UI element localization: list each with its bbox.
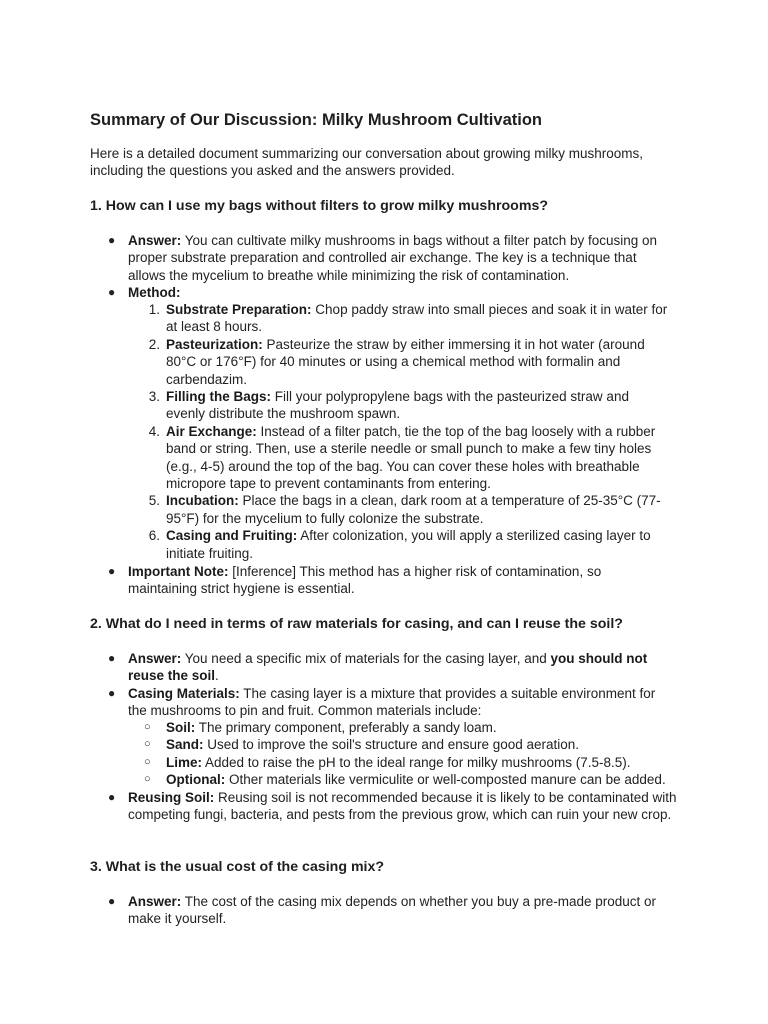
q1-answer-text: You can cultivate milky mushrooms in bags without a filter patch by focusing on proper substrate preparation and controlled air exchange. The key is a technique that allows the mycelium to breathe while minimizing the risk of contamination. (128, 233, 658, 283)
step-number: 4. (148, 423, 160, 439)
q2-reuse-list (108, 789, 680, 824)
step-label: Filling the Bags: (166, 389, 272, 405)
circle-bullet-icon: ○ (144, 721, 151, 733)
step-number: 6. (148, 528, 160, 544)
step-label: Air Exchange: (166, 423, 257, 439)
material-text: Added to raise the pH to the ideal range for milky mushrooms (7.5-8.5). (202, 754, 631, 770)
q3-answer-item (108, 893, 673, 928)
q3-answer-list (108, 893, 673, 928)
material-item (144, 754, 686, 771)
step-label: Pasteurization: (166, 336, 263, 352)
step-label: Substrate Preparation: (166, 302, 312, 317)
q1-steps-list (148, 301, 671, 562)
q2-answer-bold: you should not reuse the soil (128, 651, 648, 684)
material-label: Soil: (166, 720, 196, 735)
step-label: Incubation: (166, 493, 239, 509)
q2-answer-list (108, 650, 673, 720)
material-label: Optional: (166, 772, 226, 788)
q2-answer-text: You need a specific mix of materials for the casing layer, and (181, 651, 551, 666)
q1-answer-label: Answer: (128, 233, 182, 248)
step-text: Chop paddy straw into small pieces and soak it in water for at least 8 hours. (166, 302, 668, 335)
question-2-heading: 2. What do I need in terms of raw materials for casing, and can I reuse the soil? (90, 616, 623, 632)
q2-answer-end: . (215, 668, 219, 684)
q1-note-item (108, 563, 628, 598)
material-text: Used to improve the soil's structure and ensure good aeration. (203, 737, 580, 753)
document-title: Summary of Our Discussion: Milky Mushroom Cultivation (90, 111, 542, 129)
step-text: Instead of a filter patch, tie the top of the bag loosely with a rubber band or string. Then, use a sterile needle or small punch to make a few tiny holes (e.g., 4-5) around the top of the bag. You can cover these holes with breathable micropore tape to prevent contaminants from entering. (166, 423, 656, 492)
step-text: Place the bags in a clean, dark room at a temperature of 25-35°C (77-95°F) for the mycelium to fully colonize the substrate. (166, 493, 661, 526)
circle-bullet-icon: ○ (144, 755, 151, 768)
q2-materials-label: Casing Materials: (128, 685, 240, 701)
bullet-icon: ● (108, 564, 116, 578)
intro-paragraph: Here is a detailed document summarizing our conversation about growing milky mushrooms, including the questions you asked and the answers provided. (90, 146, 643, 179)
step-text: Fill your polypropylene bags with the pasteurized straw and evenly distribute the mushroom spawn. (166, 389, 629, 422)
bullet-icon: ● (108, 685, 116, 700)
q3-answer-text: The cost of the casing mix depends on whether you buy a pre-made product or make it yourself. (128, 894, 657, 927)
step-item (148, 336, 671, 388)
step-number: 2. (148, 336, 160, 352)
q2-reuse-label: Reusing Soil: (128, 790, 215, 805)
material-label: Sand: (166, 737, 204, 753)
q2-reuse-text: Reusing soil is not recommended because it is likely to be contaminated with competing fungi, bacteria, and pests from the previous grow, which can ruin your new crop. (128, 790, 677, 823)
question-1-heading: 1. How can I use my bags without filters to grow milky mushrooms? (90, 198, 549, 214)
material-text: The primary component, preferably a sandy loam. (195, 720, 497, 735)
step-item (148, 492, 671, 527)
q2-materials-sublist (144, 719, 686, 789)
step-text: After colonization, you will apply a sterilized casing layer to initiate fruiting. (166, 528, 651, 561)
material-item (144, 771, 686, 788)
q2-answer-label: Answer: (128, 651, 182, 666)
q2-materials-item (108, 685, 673, 720)
q1-method-item (108, 284, 673, 301)
circle-bullet-icon: ○ (144, 738, 151, 751)
q3-answer-label: Answer: (128, 894, 182, 909)
q1-note-list (108, 563, 628, 598)
step-item (148, 388, 671, 423)
q1-method-label: Method: (128, 285, 181, 301)
step-item (148, 527, 671, 562)
step-item (148, 423, 671, 493)
step-number: 1. (148, 302, 160, 317)
q2-reuse-item (108, 789, 680, 824)
step-number: 3. (148, 389, 160, 405)
material-label: Lime: (166, 754, 203, 770)
bullet-icon: ● (108, 285, 116, 300)
q1-note-label: Important Note: (128, 564, 229, 579)
material-text: Other materials like vermiculite or well-composted manure can be added. (225, 772, 666, 788)
q1-note-text: [Inference] This method has a higher risk of contamination, so maintaining strict hygiene is essential. (128, 564, 602, 597)
step-item (148, 301, 671, 336)
q1-answer-item (108, 232, 673, 284)
q1-bullet-list (108, 232, 673, 302)
bullet-icon: ● (108, 790, 116, 804)
question-3-heading: 3. What is the usual cost of the casing mix? (90, 859, 385, 875)
circle-bullet-icon: ○ (144, 773, 151, 786)
bullet-icon: ● (108, 894, 116, 908)
step-number: 5. (148, 493, 160, 509)
bullet-icon: ● (108, 233, 116, 247)
q2-materials-text: The casing layer is a mixture that provides a suitable environment for the mushrooms to pin and fruit. Common materials include: (128, 685, 656, 719)
step-label: Casing and Fruiting: (166, 528, 298, 544)
material-item (144, 719, 686, 736)
q2-answer-item (108, 650, 673, 685)
bullet-icon: ● (108, 651, 116, 665)
step-text: Pasteurize the straw by either immersing it in hot water (around 80°C or 176°F) for 40 minutes or using a chemical method with formalin and carbendazim. (166, 336, 645, 387)
material-item (144, 736, 686, 753)
